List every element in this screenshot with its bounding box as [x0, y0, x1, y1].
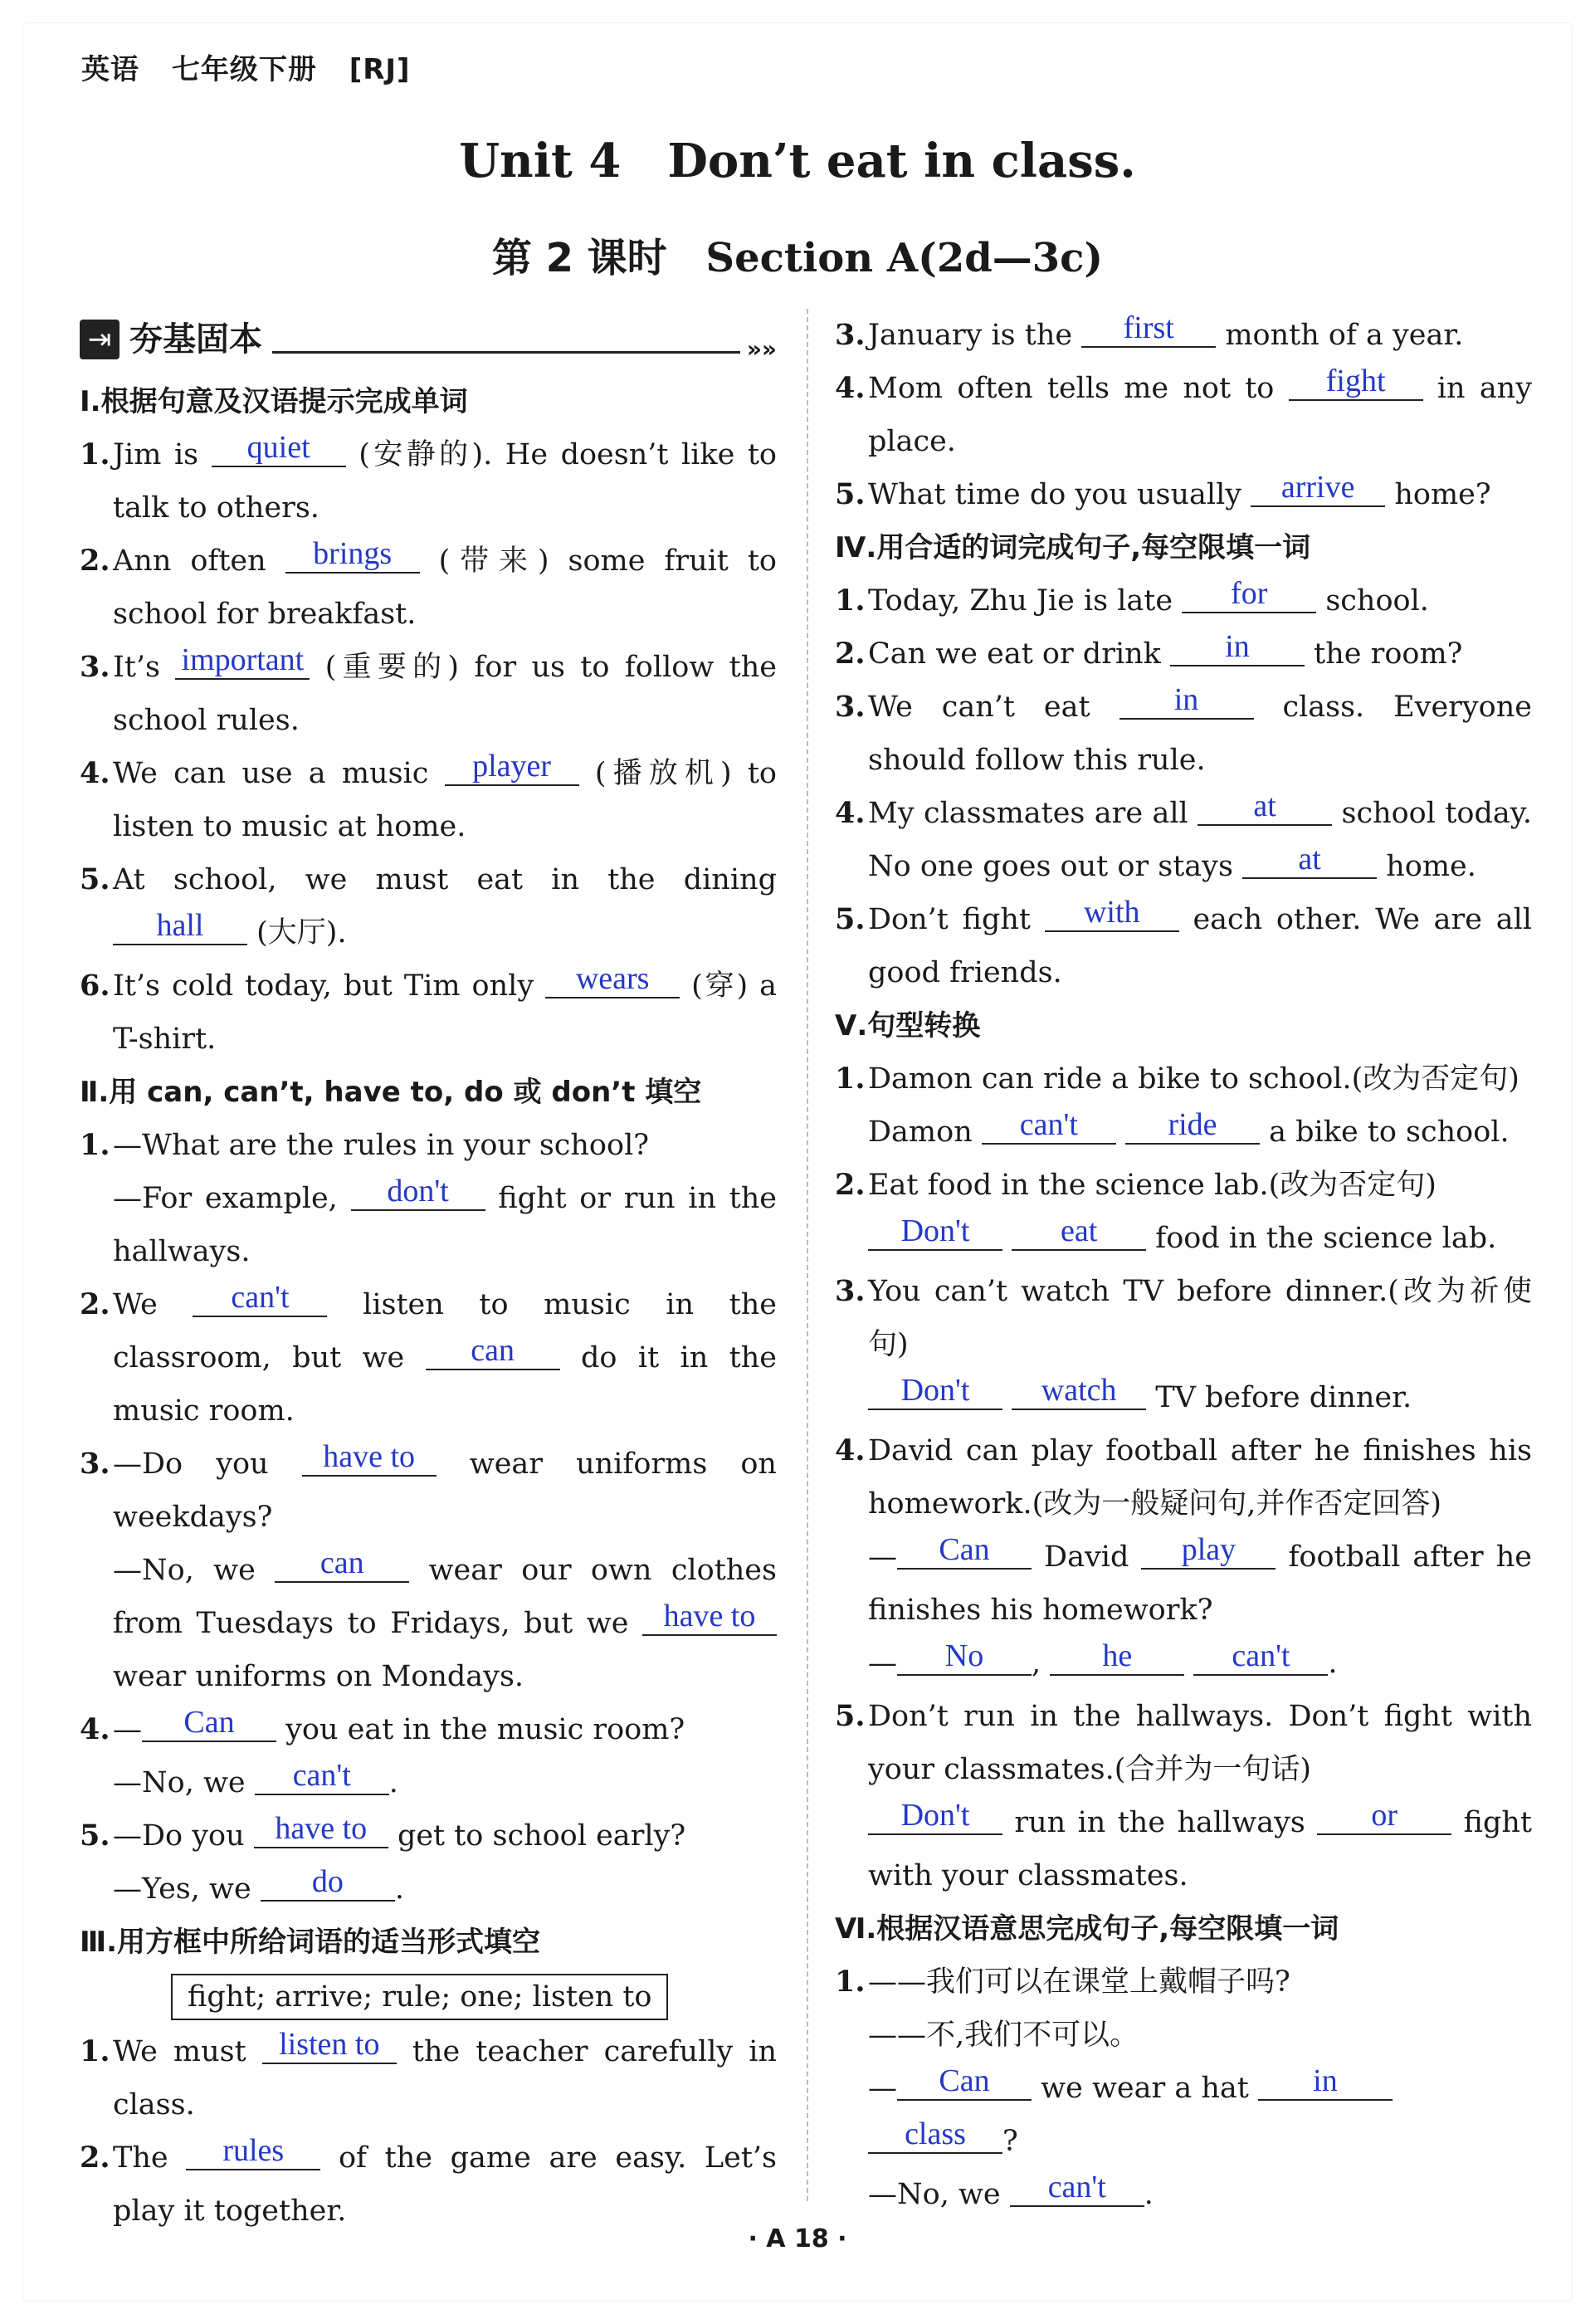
- question: 2. The rules of the game are easy. Let’s play it together.: [80, 2133, 777, 2228]
- book-header: [81, 46, 432, 87]
- question: 5. Don’t run in the hallways. Don’t fight with your classmates.(合并为一句话) Don't run in the hallways or fight with your classmates.: [835, 1699, 1532, 1892]
- answer-blank[interactable]: in: [1258, 2063, 1393, 2101]
- lesson-number: 第 2 课时: [491, 235, 667, 281]
- answer-blank[interactable]: player: [445, 748, 579, 786]
- answer-blank[interactable]: class: [868, 2116, 1002, 2154]
- answer-blank[interactable]: with: [1045, 894, 1179, 932]
- part1-heading: Ⅰ.根据句意及汉语提示完成单词: [80, 385, 468, 418]
- question: 4. My classmates are all at school today. No one goes out or stays at home.: [835, 788, 1532, 883]
- section-label: Section A(2d—3c): [705, 235, 1104, 281]
- answer-blank[interactable]: hall: [113, 907, 247, 945]
- question: 5. —Do you have to get to school early? —Yes, we do .: [80, 1811, 686, 1906]
- answer-blank[interactable]: or: [1317, 1797, 1451, 1835]
- question: 1. ——我们可以在课堂上戴帽子吗? ——不,我们不可以。 — Can we wear a hat in class ? —No, we can't .: [835, 1955, 1532, 2221]
- answer-blank[interactable]: Don't: [868, 1213, 1002, 1251]
- answer-blank[interactable]: watch: [1012, 1372, 1146, 1410]
- answer-blank[interactable]: wears: [545, 960, 680, 998]
- question: 1. Today, Zhu Jie is late for school.: [835, 576, 1429, 618]
- answer-blank[interactable]: play: [1141, 1531, 1276, 1570]
- header-grade: 七年级下册: [171, 53, 317, 86]
- question: 2. Can we eat or drink in the room?: [835, 629, 1463, 671]
- section-chevrons-icon: »»: [746, 335, 777, 363]
- answer-blank[interactable]: first: [1081, 310, 1216, 348]
- question: 1. Damon can ride a bike to school.(改为否定句) Damon can't ride a bike to school.: [835, 1062, 1519, 1149]
- question: 4. David can play football after he finishes his homework.(改为一般疑问句,并作否定回答) — Can David play football after he finishes his homework? — No , he can't .: [835, 1433, 1532, 1680]
- answer-blank[interactable]: rules: [186, 2132, 320, 2170]
- word-box: fight; arrive; rule; one; listen to: [171, 1974, 668, 2020]
- question: 2. Ann often brings (带来) some fruit to school for breakfast.: [80, 536, 777, 631]
- question: 5. Don’t fight with each other. We are all good friends.: [835, 895, 1532, 989]
- answer-blank[interactable]: can: [426, 1332, 560, 1370]
- question: 4. — Can you eat in the music room? —No, we can't .: [80, 1705, 685, 1799]
- question: 3. We can’t eat in class. Everyone should follow this rule.: [835, 682, 1532, 777]
- right-column: [835, 309, 1532, 2221]
- answer-blank[interactable]: in: [1170, 628, 1305, 666]
- answer-blank[interactable]: Can: [897, 2063, 1032, 2101]
- question: 2. We can't listen to music in the classroom, but we can do it in the music room.: [80, 1280, 777, 1428]
- question: 1. Jim is quiet (安静的). He doesn’t like to talk to others.: [80, 430, 777, 525]
- answer-blank[interactable]: he: [1050, 1638, 1184, 1676]
- part3-heading: Ⅲ.用方框中所给词语的适当形式填空: [80, 1926, 541, 1959]
- answer-blank[interactable]: don't: [351, 1173, 485, 1211]
- part4-heading: Ⅳ.用合适的词完成句子,每空限填一词: [835, 531, 1311, 564]
- question: 3. You can’t watch TV before dinner.(改为祈使句) Don't watch TV before dinner.: [835, 1274, 1532, 1414]
- answer-blank[interactable]: arrive: [1251, 469, 1385, 507]
- answer-blank[interactable]: fight: [1289, 363, 1423, 401]
- answer-blank[interactable]: can't: [193, 1279, 327, 1317]
- part2-heading: Ⅱ.用 can, can’t, have to, do 或 don’t 填空: [80, 1076, 702, 1109]
- question: 4. Mom often tells me not to fight in any place.: [835, 364, 1532, 458]
- question: 1. We must listen to the teacher carefully in class.: [80, 2027, 777, 2121]
- question: 5. At school, we must eat in the dining hall (大厅).: [80, 862, 777, 950]
- answer-blank[interactable]: can: [275, 1545, 409, 1583]
- question: 2. Eat food in the science lab.(改为否定句) Don't eat food in the science lab.: [835, 1168, 1497, 1255]
- section-arrow-icon: ⇥: [80, 320, 120, 359]
- question: 5. What time do you usually arrive home?: [835, 470, 1491, 511]
- answer-blank[interactable]: ride: [1125, 1106, 1260, 1145]
- answer-blank[interactable]: have to: [254, 1810, 388, 1848]
- answer-blank[interactable]: have to: [642, 1598, 777, 1636]
- question: 6. It’s cold today, but Tim only wears (穿) a T-shirt.: [80, 961, 777, 1056]
- answer-blank[interactable]: quiet: [212, 429, 346, 467]
- answer-blank[interactable]: at: [1242, 841, 1377, 879]
- part6-heading: Ⅵ.根据汉语意思完成句子,每空限填一词: [835, 1912, 1339, 1946]
- section-title: 夯基固本: [129, 320, 262, 359]
- answer-blank[interactable]: can't: [1193, 1638, 1328, 1676]
- header-subject: 英语: [81, 53, 139, 86]
- question: 3. January is the first month of a year.: [835, 310, 1464, 352]
- question: 3. It’s important (重要的) for us to follow the school rules.: [80, 642, 777, 737]
- unit-title: Unit 4 Don’t eat in class.: [459, 134, 1136, 188]
- answer-blank[interactable]: Don't: [868, 1372, 1002, 1410]
- answer-blank[interactable]: Don't: [868, 1797, 1002, 1835]
- header-edition: [RJ]: [349, 53, 411, 86]
- page-number: · A 18 ·: [748, 2224, 847, 2253]
- answer-blank[interactable]: No: [897, 1638, 1032, 1676]
- answer-blank[interactable]: can't: [982, 1106, 1116, 1145]
- answer-blank[interactable]: can't: [255, 1757, 389, 1795]
- answer-blank[interactable]: eat: [1012, 1213, 1146, 1251]
- answer-blank[interactable]: Can: [142, 1704, 276, 1742]
- answer-blank[interactable]: have to: [302, 1438, 437, 1477]
- answer-blank[interactable]: Can: [897, 1531, 1032, 1570]
- left-column: [80, 309, 777, 2238]
- lesson-subtitle: [0, 226, 1595, 283]
- answer-blank[interactable]: do: [261, 1863, 395, 1902]
- answer-blank[interactable]: can't: [1010, 2169, 1144, 2207]
- question: 1. —What are the rules in your school? —For example, don't fight or run in the hallways.: [80, 1128, 777, 1268]
- answer-blank[interactable]: listen to: [262, 2026, 397, 2064]
- column-divider: [807, 309, 808, 2201]
- answer-blank[interactable]: important: [175, 642, 310, 680]
- section-rule: [272, 351, 740, 354]
- question: 3. —Do you have to wear uniforms on weekdays? —No, we can wear our own clothes from Tuesdays to Fridays, but we have to wear uniforms on Mondays.: [80, 1439, 777, 1693]
- section-header: [80, 309, 777, 370]
- answer-blank[interactable]: in: [1119, 681, 1254, 720]
- part5-heading: Ⅴ.句型转换: [835, 1009, 981, 1042]
- answer-blank[interactable]: brings: [285, 535, 420, 574]
- answer-blank[interactable]: for: [1182, 575, 1316, 613]
- question: 4. We can use a music player (播放机) to listen to music at home.: [80, 749, 777, 843]
- answer-blank[interactable]: at: [1197, 788, 1332, 826]
